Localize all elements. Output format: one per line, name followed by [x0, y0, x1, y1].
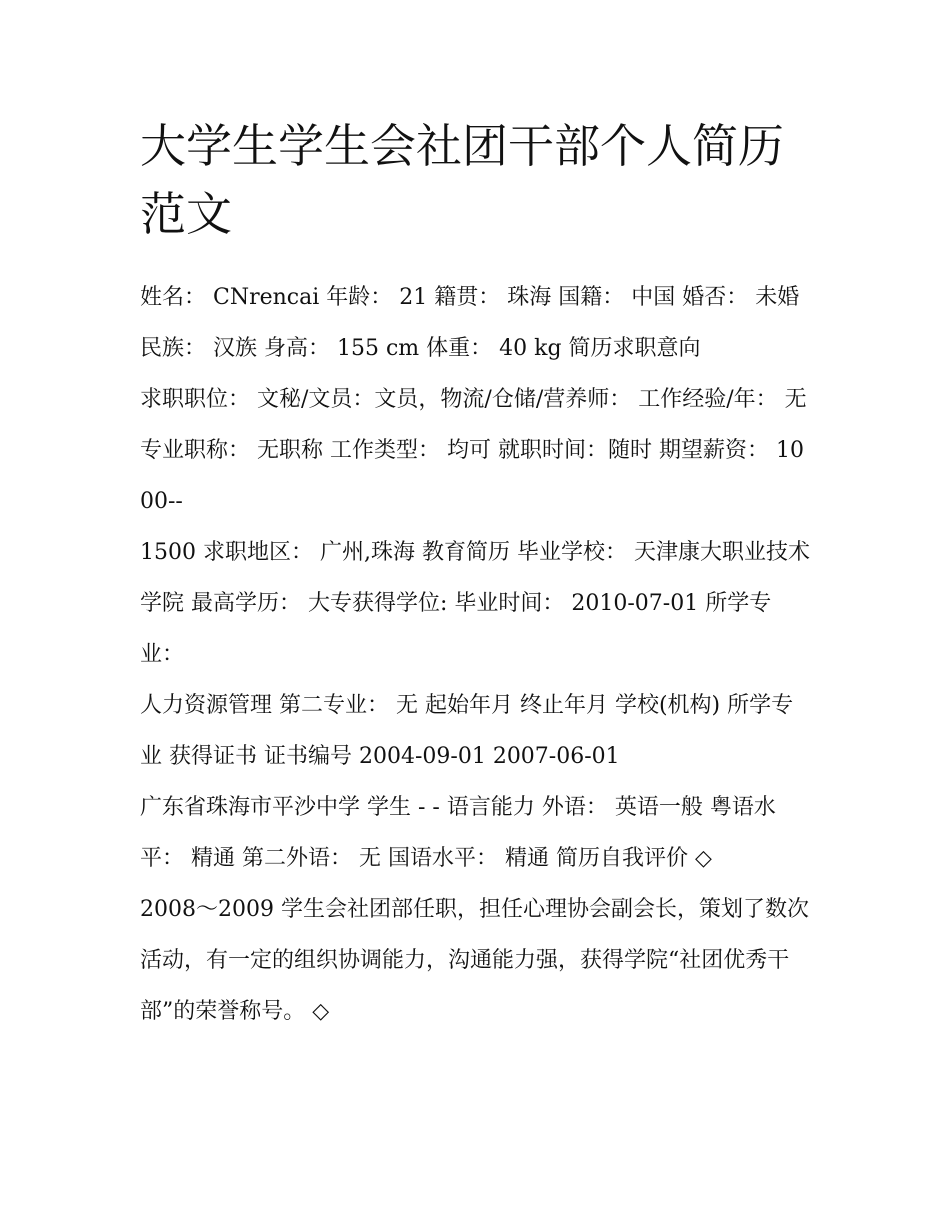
- paragraph-self-evaluation: 2008～2009 学生会社团部任职，担任心理协会副会长，策划了数次活动，有一定的组织协调能力，沟通能力强，获得学院“社团优秀干部”的荣誉称号。 ◇: [140, 897, 809, 1024]
- document-title: 大学生学生会社团干部个人简历范文: [140, 119, 784, 241]
- paragraph-education: 1500 求职地区： 广州,珠海 教育简历 毕业学校： 天津康大职业技术学院 最高学历： 大专获得学位: 毕业时间： 2010-07-01 所学专业：: [140, 540, 810, 667]
- document-page: [140, 112, 812, 1037]
- paragraph-language-ability: 广东省珠海市平沙中学 学生 - - 语言能力 外语： 英语一般 粤语水平： 精通 第二外语： 无 国语水平： 精通 简历自我评价 ◇: [140, 795, 776, 871]
- paragraph-major-and-history: 人力资源管理 第二专业： 无 起始年月 终止年月 学校(机构) 所学专业 获得证书 证书编号 2004-09-01 2007-06-01: [140, 693, 794, 769]
- paragraph-job-intention: 求职职位： 文秘/文员：文员，物流/仓储/营养师： 工作经验/年： 无 专业职称： 无职称 工作类型： 均可 就职时间：随时 期望薪资： 1000--: [140, 387, 807, 514]
- document-body: [140, 272, 812, 1037]
- paragraph-personal-info: 姓名： CNrencai 年龄： 21 籍贯： 珠海 国籍： 中国 婚否： 未婚 民族： 汉族 身高： 155 cm 体重： 40 kg 简历求职意向: [140, 285, 800, 361]
